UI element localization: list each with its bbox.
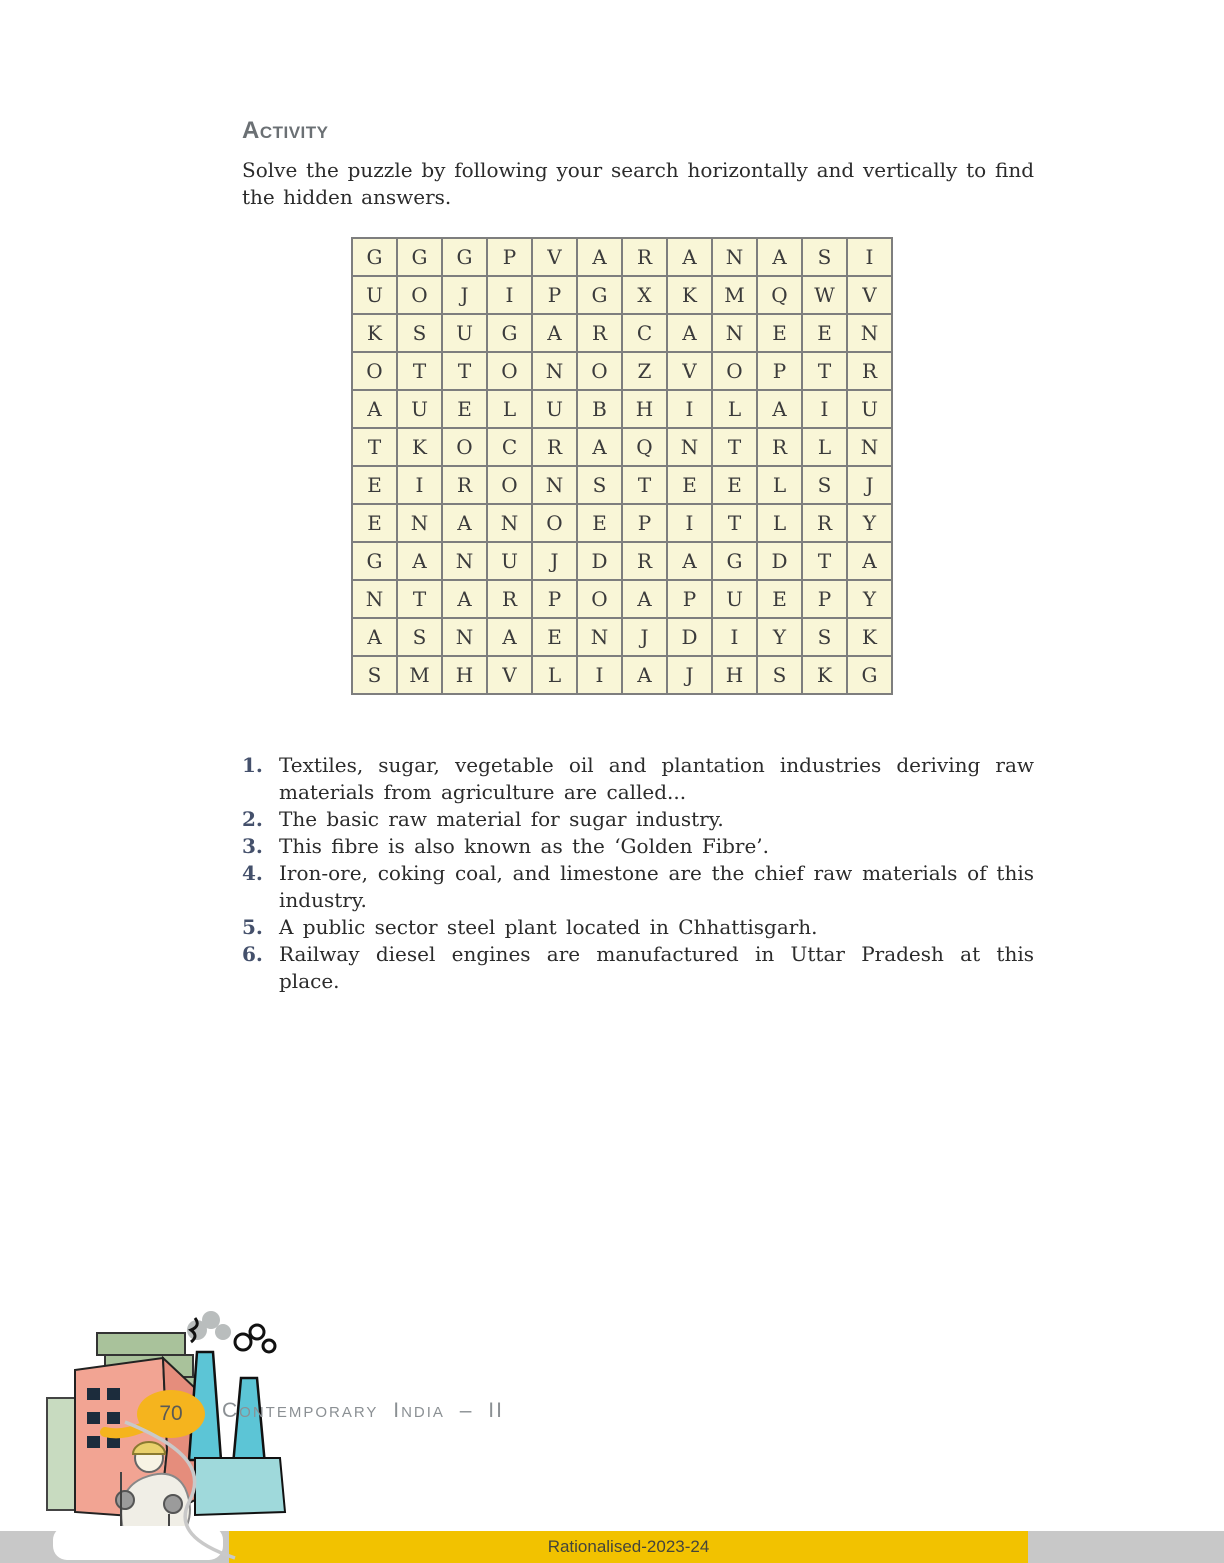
grid-cell: A <box>577 428 622 466</box>
grid-cell: T <box>442 352 487 390</box>
grid-cell: U <box>442 314 487 352</box>
grid-cell: L <box>532 656 577 694</box>
grid-row <box>352 542 892 580</box>
grid-cell: I <box>802 390 847 428</box>
grid-row <box>352 314 892 352</box>
question-item <box>242 833 1034 860</box>
grid-cell: L <box>802 428 847 466</box>
grid-cell: A <box>352 618 397 656</box>
grid-cell: O <box>577 352 622 390</box>
grid-cell: D <box>667 618 712 656</box>
grid-cell: K <box>667 276 712 314</box>
grid-cell: E <box>757 580 802 618</box>
grid-cell: T <box>802 352 847 390</box>
grid-cell: A <box>532 314 577 352</box>
grid-cell: U <box>397 390 442 428</box>
question-number: 6. <box>242 942 263 966</box>
grid-cell: E <box>352 466 397 504</box>
factory-illustration <box>45 1300 325 1563</box>
rationalised-ribbon: Rationalised-2023-24 <box>229 1531 1028 1563</box>
grid-row <box>352 580 892 618</box>
grid-cell: N <box>712 238 757 276</box>
grid-cell: E <box>352 504 397 542</box>
grid-cell: O <box>712 352 757 390</box>
blob-tail-shape <box>105 1428 141 1433</box>
grid-cell: N <box>667 428 712 466</box>
grid-cell: E <box>712 466 757 504</box>
page-number: 70 <box>159 1402 183 1425</box>
grid-cell: K <box>847 618 892 656</box>
grid-cell: E <box>667 466 712 504</box>
grid-cell: N <box>397 504 442 542</box>
question-text: Iron-ore, coking coal, and limestone are the chief raw materials of this industry. <box>279 861 1034 912</box>
grid-cell: U <box>352 276 397 314</box>
grid-cell: P <box>532 580 577 618</box>
grid-cell: T <box>712 428 757 466</box>
grid-cell: D <box>757 542 802 580</box>
grid-cell: H <box>442 656 487 694</box>
question-text: This fibre is also known as the ‘Golden Fibre’. <box>279 834 770 858</box>
grid-cell: N <box>847 428 892 466</box>
grid-cell: P <box>532 276 577 314</box>
grid-cell: J <box>847 466 892 504</box>
grid-row <box>352 504 892 542</box>
grid-cell: U <box>487 542 532 580</box>
grid-cell: N <box>847 314 892 352</box>
grid-cell: T <box>712 504 757 542</box>
grid-cell: V <box>667 352 712 390</box>
grid-cell: U <box>847 390 892 428</box>
grid-cell: M <box>397 656 442 694</box>
grid-cell: U <box>712 580 757 618</box>
question-item <box>242 860 1034 914</box>
grid-cell: A <box>667 238 712 276</box>
grid-cell: S <box>757 656 802 694</box>
grid-cell: M <box>712 276 757 314</box>
grid-cell: B <box>577 390 622 428</box>
grid-cell: A <box>442 504 487 542</box>
grid-cell: Q <box>757 276 802 314</box>
grid-cell: N <box>442 542 487 580</box>
grid-cell: T <box>802 542 847 580</box>
grid-row <box>352 656 892 694</box>
grid-cell: E <box>802 314 847 352</box>
grid-cell: I <box>487 276 532 314</box>
grid-cell: S <box>397 314 442 352</box>
grid-cell: A <box>757 390 802 428</box>
grid-cell: A <box>847 542 892 580</box>
grid-cell: N <box>487 504 532 542</box>
grid-cell: O <box>352 352 397 390</box>
grid-cell: A <box>397 542 442 580</box>
question-number: 3. <box>242 834 263 858</box>
grid-cell: S <box>397 618 442 656</box>
grid-cell: O <box>577 580 622 618</box>
grid-cell: E <box>757 314 802 352</box>
intro-text: Solve the puzzle by following your search horizontally and vertically to find the hidden answers. <box>242 158 1034 209</box>
grid-cell: G <box>847 656 892 694</box>
grid-cell: V <box>487 656 532 694</box>
grid-cell: I <box>847 238 892 276</box>
question-text: Railway diesel engines are manufactured in Uttar Pradesh at this place. <box>279 942 1034 993</box>
grid-cell: Z <box>622 352 667 390</box>
grid-row <box>352 238 892 276</box>
grid-cell: X <box>622 276 667 314</box>
grid-cell: Y <box>757 618 802 656</box>
grid-cell: A <box>622 580 667 618</box>
grid-cell: J <box>667 656 712 694</box>
grid-cell: I <box>397 466 442 504</box>
grid-cell: N <box>577 618 622 656</box>
grid-cell: V <box>532 238 577 276</box>
grid-cell: D <box>577 542 622 580</box>
grid-row <box>352 466 892 504</box>
grid-cell: A <box>757 238 802 276</box>
grid-row <box>352 390 892 428</box>
grid-cell: K <box>802 656 847 694</box>
grid-cell: Y <box>847 580 892 618</box>
grid-cell: S <box>352 656 397 694</box>
grid-cell: Q <box>622 428 667 466</box>
question-number: 5. <box>242 915 263 939</box>
grid-cell: R <box>577 314 622 352</box>
grid-cell: A <box>352 390 397 428</box>
grid-cell: H <box>712 656 757 694</box>
grid-cell: R <box>622 542 667 580</box>
chimneys-shape <box>189 1352 285 1515</box>
grid-cell: P <box>802 580 847 618</box>
grid-cell: T <box>622 466 667 504</box>
grid-cell: L <box>487 390 532 428</box>
grid-cell: S <box>802 466 847 504</box>
grid-cell: S <box>802 618 847 656</box>
grid-cell: G <box>352 238 397 276</box>
grid-cell: L <box>757 504 802 542</box>
bar-notch-shape <box>53 1526 223 1560</box>
grid-cell: G <box>352 542 397 580</box>
grid-cell: R <box>802 504 847 542</box>
question-item <box>242 806 1034 833</box>
questions-list <box>242 752 1034 995</box>
word-search-grid <box>351 237 893 695</box>
grid-cell: H <box>622 390 667 428</box>
grid-cell: T <box>397 352 442 390</box>
grid-cell: J <box>442 276 487 314</box>
grid-cell: O <box>442 428 487 466</box>
grid-cell: A <box>667 314 712 352</box>
grid-cell: J <box>532 542 577 580</box>
grid-cell: N <box>712 314 757 352</box>
grid-cell: A <box>577 238 622 276</box>
question-text: A public sector steel plant located in Chhattisgarh. <box>279 915 818 939</box>
grid-cell: K <box>352 314 397 352</box>
grid-cell: G <box>487 314 532 352</box>
grid-cell: E <box>532 618 577 656</box>
grid-cell: I <box>667 504 712 542</box>
grid-cell: A <box>622 656 667 694</box>
grid-cell: O <box>487 466 532 504</box>
grid-cell: E <box>577 504 622 542</box>
grid-cell: U <box>532 390 577 428</box>
grid-cell: J <box>622 618 667 656</box>
grid-cell: I <box>577 656 622 694</box>
question-text: Textiles, sugar, vegetable oil and plantation industries deriving raw materials from agriculture are called... <box>279 753 1034 804</box>
grid-row <box>352 428 892 466</box>
grid-cell: N <box>442 618 487 656</box>
grid-cell: T <box>352 428 397 466</box>
grid-cell: A <box>442 580 487 618</box>
grid-cell: O <box>397 276 442 314</box>
grid-cell: N <box>532 466 577 504</box>
grid-cell: G <box>577 276 622 314</box>
grid-cell: A <box>667 542 712 580</box>
grid-cell: G <box>442 238 487 276</box>
grid-cell: R <box>622 238 667 276</box>
grid-cell: L <box>712 390 757 428</box>
grid-cell: I <box>712 618 757 656</box>
grid-cell: G <box>397 238 442 276</box>
grid-cell: G <box>712 542 757 580</box>
grid-cell: P <box>757 352 802 390</box>
grid-cell: Y <box>847 504 892 542</box>
book-title: Contemporary India – II <box>222 1399 504 1422</box>
grid-cell: E <box>442 390 487 428</box>
grid-cell: S <box>577 466 622 504</box>
grid-cell: N <box>532 352 577 390</box>
question-number: 1. <box>242 753 263 777</box>
question-number: 2. <box>242 807 263 831</box>
grid-cell: R <box>757 428 802 466</box>
grid-cell: L <box>757 466 802 504</box>
grid-row <box>352 618 892 656</box>
grid-row <box>352 276 892 314</box>
grid-cell: W <box>802 276 847 314</box>
grid-cell: R <box>442 466 487 504</box>
smoke-shape <box>187 1311 275 1352</box>
grid-cell: C <box>487 428 532 466</box>
grid-cell: R <box>847 352 892 390</box>
grid-cell: V <box>847 276 892 314</box>
grid-cell: K <box>397 428 442 466</box>
grid-cell: S <box>802 238 847 276</box>
grid-cell: P <box>622 504 667 542</box>
question-item <box>242 941 1034 995</box>
grid-cell: R <box>487 580 532 618</box>
grid-cell: P <box>667 580 712 618</box>
grid-row <box>352 352 892 390</box>
grid-cell: A <box>487 618 532 656</box>
grid-cell: O <box>487 352 532 390</box>
question-item <box>242 914 1034 941</box>
grid-cell: T <box>397 580 442 618</box>
question-text: The basic raw material for sugar industry. <box>279 807 724 831</box>
grid-cell: I <box>667 390 712 428</box>
grid-cell: O <box>532 504 577 542</box>
grid-cell: R <box>532 428 577 466</box>
activity-heading: Activity <box>242 117 329 144</box>
question-number: 4. <box>242 861 263 885</box>
grid-cell: N <box>352 580 397 618</box>
grid-cell: C <box>622 314 667 352</box>
question-item <box>242 752 1034 806</box>
grid-cell: P <box>487 238 532 276</box>
